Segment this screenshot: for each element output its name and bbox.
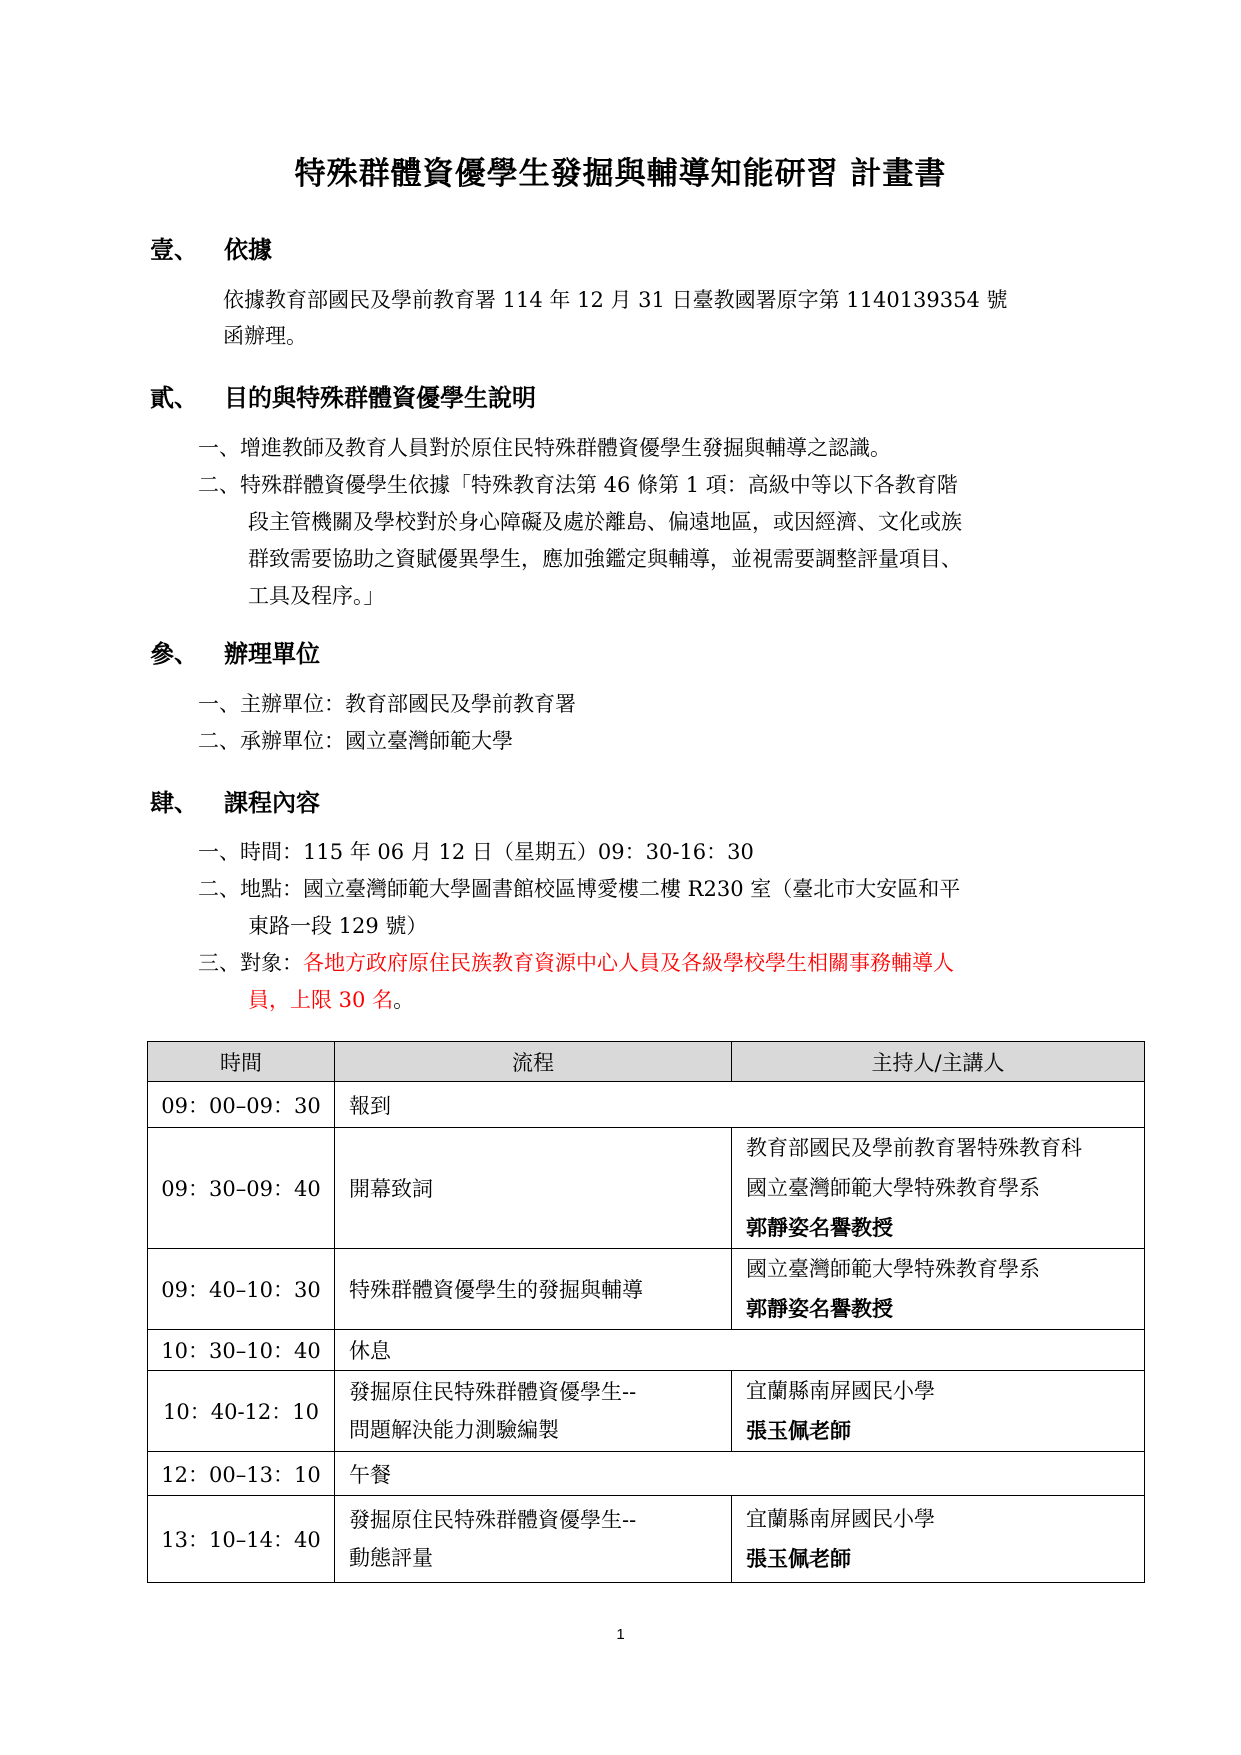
course-place bbox=[198, 871, 960, 945]
table-row bbox=[148, 1330, 1145, 1371]
section-title: 辦理單位 bbox=[224, 639, 320, 668]
item-line: 二、特殊群體資優學生依據「特殊教育法第 46 條第 1 項：高級中等以下各教育階 bbox=[198, 473, 958, 497]
course-target bbox=[198, 945, 954, 1019]
section-heading-basis bbox=[150, 230, 272, 265]
row-time: 13：10–14：40 bbox=[148, 1496, 335, 1583]
course-time: 一、時間：115 年 06 月 12 日（星期五）09：30-16：30 bbox=[198, 840, 754, 864]
schedule-table bbox=[147, 1041, 1145, 1583]
header-process: 流程 bbox=[335, 1042, 732, 1082]
page-number: 1 bbox=[616, 1626, 625, 1643]
row-process: 午餐 bbox=[335, 1452, 1145, 1496]
row-host bbox=[732, 1249, 1145, 1330]
table-row bbox=[148, 1082, 1145, 1128]
row-process bbox=[335, 1496, 732, 1583]
row-time: 10：30–10：40 bbox=[148, 1330, 335, 1371]
host-line: 宜蘭縣南屏國民小學 bbox=[746, 1379, 935, 1403]
purpose-item-1: 一、增進教師及教育人員對於原住民特殊群體資優學生發掘與輔導之認識。 bbox=[198, 436, 891, 460]
table-row bbox=[148, 1452, 1145, 1496]
section-title: 依據 bbox=[224, 235, 272, 264]
section-number: 肆、 bbox=[150, 788, 198, 817]
target-text: 員，上限 30 名 bbox=[248, 988, 394, 1012]
paragraph-line: 函辦理。 bbox=[223, 324, 307, 348]
host-line: 國立臺灣師範大學特殊教育學系 bbox=[746, 1176, 1040, 1200]
section-heading-purpose bbox=[150, 378, 536, 413]
row-process bbox=[335, 1371, 732, 1452]
host-line: 教育部國民及學前教育署特殊教育科 bbox=[746, 1136, 1082, 1160]
row-host bbox=[732, 1496, 1145, 1583]
row-process: 休息 bbox=[335, 1330, 1145, 1371]
host-name: 張玉佩老師 bbox=[746, 1418, 851, 1443]
section-heading-units bbox=[150, 634, 320, 669]
row-time: 09：40–10：30 bbox=[148, 1249, 335, 1330]
item-line: 二、地點：國立臺灣師範大學圖書館校區博愛樓二樓 R230 室（臺北市大安區和平 bbox=[198, 877, 961, 901]
target-text: 各地方政府原住民族教育資源中心人員及各級學校學生相關事務輔導人 bbox=[303, 951, 954, 975]
organizer-item: 一、主辦單位：教育部國民及學前教育署 bbox=[198, 692, 576, 716]
item-line: 工具及程序。」 bbox=[248, 584, 385, 608]
host-line: 國立臺灣師範大學特殊教育學系 bbox=[746, 1257, 1040, 1281]
row-process: 報到 bbox=[335, 1082, 1145, 1128]
row-host bbox=[732, 1128, 1145, 1249]
item-line: 東路一段 129 號） bbox=[248, 914, 428, 938]
row-time: 12：00–13：10 bbox=[148, 1452, 335, 1496]
row-host bbox=[732, 1371, 1145, 1452]
row-process: 特殊群體資優學生的發掘與輔導 bbox=[335, 1249, 732, 1330]
header-host: 主持人/主講人 bbox=[732, 1042, 1145, 1082]
document-title: 特殊群體資優學生發掘與輔導知能研習 計畫書 bbox=[294, 156, 947, 192]
section-title: 目的與特殊群體資優學生說明 bbox=[224, 383, 536, 412]
process-line: 發掘原住民特殊群體資優學生-- bbox=[349, 1380, 637, 1404]
executor-item: 二、承辦單位：國立臺灣師範大學 bbox=[198, 729, 513, 753]
process-line: 動態評量 bbox=[349, 1546, 433, 1570]
section-number: 參、 bbox=[150, 639, 198, 668]
purpose-item-2 bbox=[198, 467, 962, 615]
paragraph-line: 依據教育部國民及學前教育署 114 年 12 月 31 日臺教國署原字第 1140139354 號 bbox=[223, 288, 1008, 312]
table-row bbox=[148, 1371, 1145, 1452]
table-header-row bbox=[148, 1042, 1145, 1082]
item-line: 群致需要協助之資賦優異學生，應加強鑑定與輔導，並視需要調整評量項目、 bbox=[248, 547, 962, 571]
process-line: 發掘原住民特殊群體資優學生-- bbox=[349, 1508, 637, 1532]
table-row bbox=[148, 1128, 1145, 1249]
row-time: 09：30–09：40 bbox=[148, 1128, 335, 1249]
section-number: 貳、 bbox=[150, 383, 198, 412]
section-title: 課程內容 bbox=[224, 788, 320, 817]
target-prefix: 三、對象： bbox=[198, 951, 303, 975]
process-line: 問題解決能力測驗編製 bbox=[349, 1418, 559, 1442]
header-time: 時間 bbox=[148, 1042, 335, 1082]
host-name: 郭靜姿名譽教授 bbox=[746, 1296, 893, 1321]
section-number: 壹、 bbox=[150, 235, 198, 264]
host-name: 張玉佩老師 bbox=[746, 1546, 851, 1571]
table-row bbox=[148, 1496, 1145, 1583]
section-heading-course bbox=[150, 783, 320, 818]
row-process: 開幕致詞 bbox=[335, 1128, 732, 1249]
basis-paragraph bbox=[223, 282, 1008, 354]
table-row bbox=[148, 1249, 1145, 1330]
row-time: 10：40-12：10 bbox=[148, 1371, 335, 1452]
item-line: 段主管機關及學校對於身心障礙及處於離島、偏遠地區，或因經濟、文化或族 bbox=[248, 510, 962, 534]
host-name: 郭靜姿名譽教授 bbox=[746, 1215, 893, 1240]
target-end: 。 bbox=[393, 988, 415, 1012]
host-line: 宜蘭縣南屏國民小學 bbox=[746, 1507, 935, 1531]
row-time: 09：00–09：30 bbox=[148, 1082, 335, 1128]
